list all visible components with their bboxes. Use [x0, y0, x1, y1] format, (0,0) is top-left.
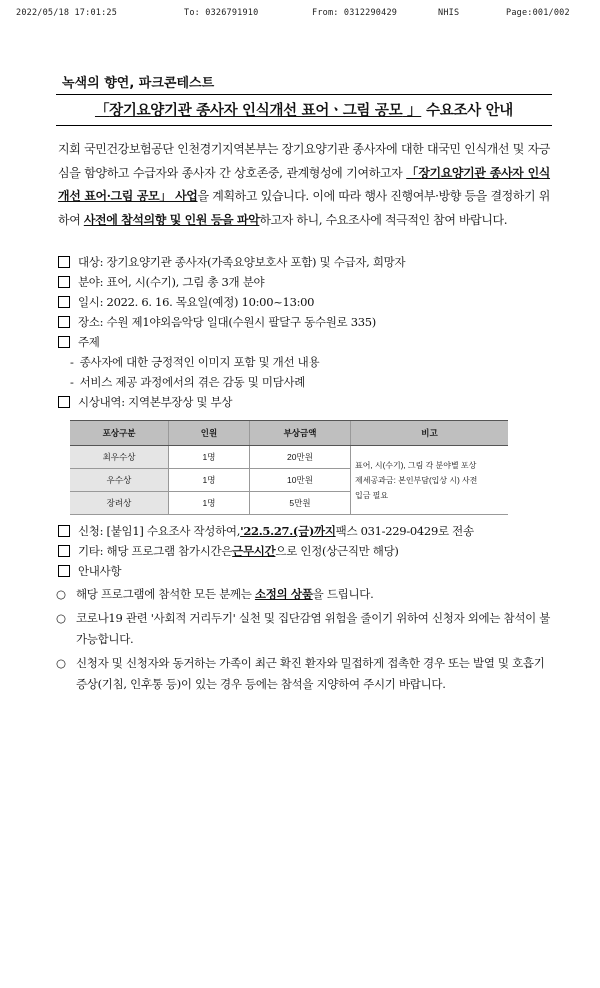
- table-cell: 1명: [169, 469, 250, 492]
- item-target: [56, 252, 552, 272]
- notice-title: 안내사항: [78, 564, 122, 578]
- item-field-text: 분야: 표어, 시(수기), 그림 총 3개 분야: [78, 275, 265, 289]
- fax-header: [12, 8, 588, 22]
- item-award-text: 시상내역: 지역본부장상 및 부상: [78, 395, 233, 409]
- apply-fax: 팩스 031-229-0429로 전송: [335, 524, 474, 538]
- notice-1-text: 해당 프로그램에 참석한 모든 분께는: [76, 587, 255, 601]
- prize-note-line: 입금 필요: [355, 490, 389, 500]
- document-subtitle: 녹색의 향연, 파크콘테스트: [62, 76, 215, 91]
- intro-highlight-1: 「장기요양기관 종사자 인식개선 표어·그림 공모」 사업: [58, 165, 551, 203]
- etc-highlight: 근무시간: [232, 544, 276, 558]
- checkbox-icon: [58, 545, 70, 557]
- intro-highlight-2: 사전에 참석의향 및 인원 등을 파악: [83, 212, 260, 227]
- item-apply: [56, 521, 552, 541]
- document-title: [56, 94, 552, 126]
- intro-paragraph: [58, 138, 550, 232]
- table-cell: 장려상: [70, 492, 169, 515]
- notice-2: [56, 608, 552, 650]
- title-main: 장기요양기관 종사자 인식개선 표어ㆍ그림 공모: [109, 103, 403, 119]
- checkbox-icon: [58, 256, 70, 268]
- fax-date: 2022/05/18 17:01:25: [16, 8, 118, 18]
- fax-to: To: 0326791910: [184, 8, 259, 18]
- info-list: [56, 252, 552, 695]
- checkbox-icon: [58, 316, 70, 328]
- intro-part-2: 을 계획하고 있습니다. 이에 따라 행사 진행여부·방향 등을 결정하기 위하여: [58, 189, 550, 227]
- prize-note-line: 표어, 시(수기), 그림 각 분야별 포상: [355, 460, 477, 470]
- table-cell: 우수상: [70, 469, 169, 492]
- circle-bullet-icon: ○: [56, 587, 66, 601]
- prize-table-header: [70, 421, 508, 446]
- intro-part-3: 하고자 하니, 수요조사에 적극적인 참여 바랍니다.: [259, 212, 508, 227]
- intro-part-1: 지회 국민건강보험공단 인천경기지역본부는 장기요양기관 종사자에 대한 대국민 인식개선 및 자긍심을 함양하고 수급자와 종사자 간 상호존중, 관계형성에 기여하고자: [58, 142, 550, 180]
- table-cell: 1명: [169, 446, 250, 469]
- notice-3-text: 신청자 및 신청자와 동거하는 가족이 최근 확진 환자와 밀접하게 접촉한 경우 또는 발열 및 호흡기 증상(기침, 인후통 등)이 있는 경우 등에는 참석을 지양하여 주시기 바랍니다.: [76, 656, 545, 691]
- prize-note: [351, 446, 509, 515]
- checkbox-icon: [58, 525, 70, 537]
- table-cell: 20만원: [250, 446, 351, 469]
- checkbox-icon: [58, 396, 70, 408]
- item-field: [56, 272, 552, 292]
- notice-1-text-post: 을 드립니다.: [312, 587, 374, 601]
- etc-text: 기타: 해당 프로그램 참가시간은: [78, 544, 233, 558]
- dash-icon: -: [70, 355, 74, 369]
- document-body: [56, 72, 552, 695]
- item-theme-text: 주제: [78, 335, 100, 349]
- table-cell: 최우수상: [70, 446, 169, 469]
- col-header: 포상구분: [70, 421, 169, 446]
- prize-note-line: 제세공과금: 본인부담(입상 시) 사전: [355, 475, 478, 485]
- col-header: 인원: [169, 421, 250, 446]
- item-target-text: 대상: 장기요양기관 종사자(가족요양보호사 포함) 및 수급자, 희망자: [78, 255, 406, 269]
- item-etc: [56, 541, 552, 561]
- table-cell: 5만원: [250, 492, 351, 515]
- item-theme: [56, 332, 552, 352]
- fax-from: From: 0312290429: [312, 8, 398, 18]
- fax-id: NHIS: [438, 8, 460, 18]
- circle-bullet-icon: ○: [56, 611, 66, 625]
- checkbox-icon: [58, 296, 70, 308]
- theme-sub-2-text: 서비스 제공 과정에서의 겪은 감동 및 미담사례: [79, 375, 306, 389]
- dash-icon: -: [70, 375, 74, 389]
- table-cell: 1명: [169, 492, 250, 515]
- notice-1-highlight: 소정의 상품: [254, 587, 313, 601]
- item-place-text: 장소: 수원 제1야외음악당 일대(수원시 팔달구 동수원로 335): [78, 315, 376, 329]
- notice-3: [56, 653, 552, 695]
- theme-sub-2: [56, 372, 552, 392]
- theme-sub-1: [56, 352, 552, 372]
- table-row: [70, 446, 508, 469]
- col-header: 비고: [351, 421, 509, 446]
- circle-bullet-icon: ○: [56, 656, 66, 670]
- fax-page: Page:001/002: [506, 8, 570, 18]
- checkbox-icon: [58, 276, 70, 288]
- item-place: [56, 312, 552, 332]
- title-suffix: 수요조사 안내: [421, 103, 514, 119]
- item-date: [56, 292, 552, 312]
- prize-table: [70, 420, 508, 515]
- notice-2-text: 코로나19 관련 '사회적 거리두기' 실천 및 집단감염 위험을 줄이기 위하여 신청자 외에는 참석이 불가능합니다.: [76, 611, 551, 646]
- checkbox-icon: [58, 565, 70, 577]
- col-header: 부상금액: [250, 421, 351, 446]
- item-notice-title: [56, 561, 552, 581]
- checkbox-icon: [58, 336, 70, 348]
- apply-text: 신청: [붙임1] 수요조사 작성하여,: [78, 524, 241, 538]
- apply-deadline: '22.5.27.(금)까지: [240, 524, 336, 538]
- item-date-text: 일시: 2022. 6. 16. 목요일(예정) 10:00~13:00: [78, 295, 315, 309]
- title-quote-open: 「: [94, 103, 110, 119]
- table-cell: 10만원: [250, 469, 351, 492]
- theme-sub-1-text: 종사자에 대한 긍정적인 이미지 포함 및 개선 내용: [79, 355, 320, 369]
- etc-text-post: 으로 인정(상근직만 해당): [275, 544, 399, 558]
- notice-1: [56, 584, 552, 605]
- item-award: [56, 392, 552, 412]
- title-quote-close: 」: [402, 103, 422, 119]
